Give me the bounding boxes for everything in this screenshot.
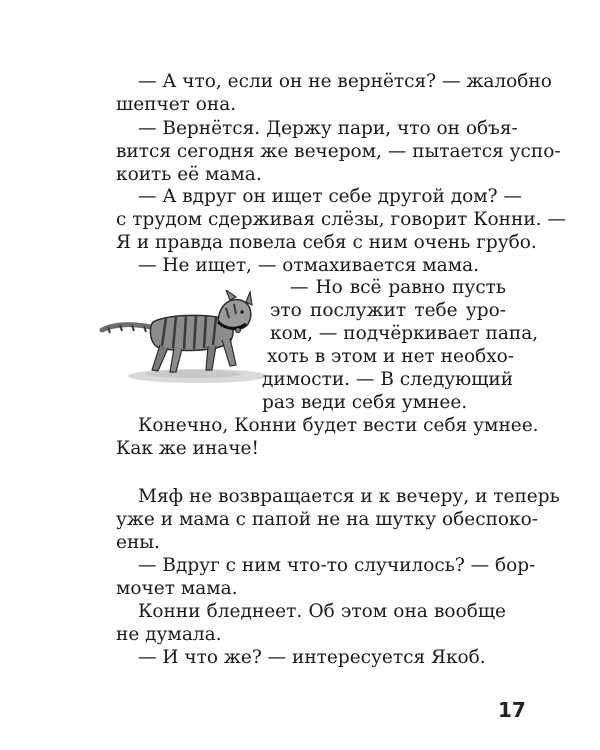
- text-line: — Но всё равно пусть: [290, 277, 506, 298]
- text-line: это послужит тебе уро-: [270, 300, 506, 321]
- text-line: — А что, если он не вернётся? — жалобно: [138, 71, 552, 92]
- text-line: — Вернётся. Держу пари, что он объя-: [138, 118, 518, 139]
- text-line: коить её мама.: [116, 164, 262, 185]
- text-line: Как же иначе!: [116, 438, 259, 459]
- cat-illustration: [98, 290, 268, 388]
- text-line: мочет мама.: [116, 578, 238, 599]
- text-line: с трудом сдерживая слёзы, говорит Конни. —: [116, 209, 566, 230]
- text-line: — Вдруг с ним что-то случилось? — бор-: [138, 555, 536, 576]
- text-line: димости. — В следующий: [262, 369, 514, 390]
- page-number: 17: [498, 698, 526, 722]
- text-line: Я и правда повела себя с ним очень грубо.: [116, 232, 537, 253]
- text-line: шепчет она.: [116, 94, 237, 115]
- text-line: не думала.: [116, 624, 222, 645]
- text-line: ком, — подчёркивает папа,: [270, 323, 539, 344]
- text-line: раз веди себя умнее.: [262, 392, 468, 413]
- text-line: — Не ищет, — отмахивается мама.: [138, 255, 480, 276]
- text-line: — И что же? — интересуется Якоб.: [138, 647, 486, 668]
- text-line: Мяф не возвращается и к вечеру, и теперь: [138, 486, 560, 507]
- text-line: вится сегодня же вечером, — пытается успо-: [116, 141, 561, 162]
- text-line: Конечно, Конни будет вести себя умнее.: [138, 415, 539, 436]
- text-line: уже и мама с папой не на шутку обеспоко-: [116, 509, 538, 530]
- text-line: Конни бледнеет. Об этом она вообще: [138, 601, 506, 622]
- text-line: хоть в этом и нет необхо-: [267, 346, 515, 367]
- text-line: ены.: [116, 532, 160, 553]
- text-line: — А вдруг он ищет себе другой дом? —: [138, 186, 522, 207]
